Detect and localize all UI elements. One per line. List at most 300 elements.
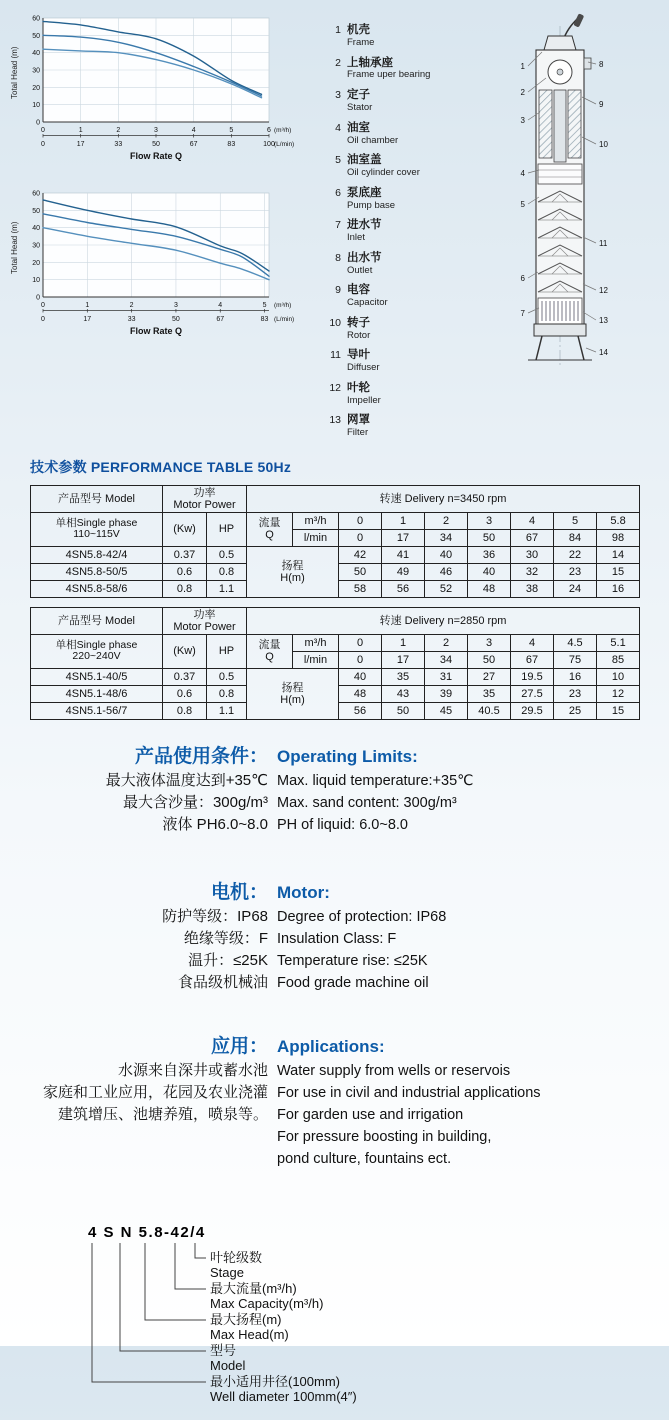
model-cell: 4SN5.8-58/6 [31,580,163,597]
section-line-cn: 最大含沙量：300g/m³ [122,793,268,811]
strainer [538,298,582,324]
flow-value: 5 [554,512,597,529]
part-name-cn: 油室盖 [347,154,382,167]
operating-cn-column [0,744,268,836]
head-value: 10 [597,668,640,685]
section-line-cn: 绝缘等级：F [183,929,268,947]
section-title-en: Applications: [277,1036,385,1056]
designation-label-en: Stage [210,1265,244,1281]
head-value: 43 [382,685,425,702]
part-name-en: Rotor [347,329,371,341]
phase-cn: 单相Single phase [55,638,138,651]
section-line-cn: 建筑增压、池塘养殖，喷泉等。 [57,1105,268,1123]
svg-text:60: 60 [32,15,40,23]
hp-header: HP [207,512,247,546]
head-value: 41 [382,546,425,563]
model-cell: 4SN5.8-42/4 [31,546,163,563]
y-axis-title: Total Head (m) [10,221,19,275]
svg-text:0: 0 [36,294,40,302]
part-name-en: Pump base [347,199,396,211]
list-item [326,150,462,179]
flow-value: 0 [339,634,382,651]
part-name-en: Inlet [347,232,365,244]
flow-value: 34 [425,529,468,546]
head-value: 38 [511,580,554,597]
col-header-power [163,485,247,512]
diagram-callout-number: 9 [599,100,604,109]
flow-cn: 流量 [258,517,281,530]
part-name-cn: 导叶 [347,349,370,362]
model-designation [0,1222,640,1420]
hp-header: HP [207,634,247,668]
list-item [326,378,462,407]
part-name-cn: 叶轮 [347,381,370,394]
head-value: 14 [597,546,640,563]
part-number: 2 [335,56,341,69]
col-header-speed: 转速 Delivery n=2850 rpm [247,607,640,634]
svg-text:10: 10 [32,277,40,285]
part-name-en: Oil cylinder cover [347,167,420,179]
svg-text:50: 50 [32,207,40,215]
motor-cn-column [0,880,268,994]
head-value: 58 [339,580,382,597]
head-value: 48 [468,580,511,597]
section-line-en: Temperature rise: ≤25K [277,952,428,969]
diagram-callout-number: 13 [599,316,608,325]
head-value: 42 [339,546,382,563]
flow-q: Q [265,651,274,664]
x-axis-title: Flow Rate Q [129,326,182,336]
part-number: 10 [329,316,341,329]
head-value: 39 [425,685,468,702]
list-item [326,313,462,342]
stator-left [539,90,552,158]
head-value: 16 [597,580,640,597]
motor-en-column [268,880,446,994]
flow-value: 3 [468,634,511,651]
svg-text:1: 1 [85,302,90,309]
operating-en-column [268,744,473,836]
head-value: 35 [468,685,511,702]
diagram-callout-number: 4 [520,169,525,178]
svg-text:17: 17 [76,141,85,148]
svg-text:83: 83 [260,316,269,323]
flow-cn: 流量 [258,639,281,652]
part-name-en: Oil chamber [347,134,399,146]
svg-text:(m³/h): (m³/h) [274,302,292,309]
section-line-en: Water supply from wells or reservois [277,1062,511,1079]
flow-value: 50 [468,651,511,668]
performance-table-3450rpm [30,485,640,598]
svg-text:0: 0 [41,141,45,148]
svg-text:4: 4 [191,127,196,134]
head-value: 45 [425,702,468,719]
applications-cn-column [0,1034,268,1126]
part-name-en: Capacitor [347,297,388,309]
diagram-callout-number: 11 [599,239,608,248]
flow-value: 50 [468,529,511,546]
performance-chart-3450rpm [10,12,326,161]
designation-label-cn: 最大扬程(m) [210,1311,282,1327]
col-header-power [163,607,247,634]
section-line-cn: 水源来自深井或蓄水池 [117,1061,268,1079]
kw-cell: 0.6 [163,685,207,702]
phase-cell [31,634,163,668]
head-value: 24 [554,580,597,597]
head-value: 16 [554,668,597,685]
part-number: 1 [335,24,341,36]
list-item [326,183,462,212]
head-label-cell [247,668,339,719]
diagram-callout-number: 14 [599,348,608,357]
part-number: 5 [335,154,341,167]
designation-label-cn: 叶轮级数 [210,1249,263,1265]
part-name-en: Frame uper bearing [347,69,431,81]
svg-text:0: 0 [41,127,45,134]
section-line-en: Degree of protection: IP68 [277,908,447,925]
kw-cell: 0.8 [163,702,207,719]
flow-value: 0 [339,512,382,529]
diagram-callout-number: 3 [520,116,525,125]
svg-text:0: 0 [36,119,40,127]
flow-value: 4 [511,634,554,651]
hp-cell: 1.1 [207,702,247,719]
head-value: 40 [339,668,382,685]
model-cell: 4SN5.1-40/5 [31,668,163,685]
performance-chart-2850rpm [10,187,326,336]
svg-text:1: 1 [78,127,83,134]
section-line-en: PH of liquid: 6.0~8.0 [277,816,408,833]
designation-label-cn: 型号 [210,1342,237,1358]
section-line-cn: 防护等级：IP68 [162,907,268,925]
part-name-cn: 电容 [347,284,370,297]
model-cell: 4SN5.1-48/6 [31,685,163,702]
svg-text:40: 40 [32,225,40,233]
svg-text:33: 33 [127,316,136,323]
diagram-callout-number: 2 [520,88,525,97]
diagram-callout-number: 1 [520,62,525,71]
svg-text:50: 50 [152,141,160,148]
head-value: 46 [425,563,468,580]
part-name-cn: 转子 [347,316,370,329]
part-name-cn: 机壳 [347,24,370,36]
diagram-column [462,12,662,443]
svg-text:20: 20 [32,84,40,92]
svg-text:3: 3 [173,302,178,309]
col-header-model: 产品型号 Model [31,485,163,512]
head-value: 27.5 [511,685,554,702]
pump-cross-section-diagram [462,12,662,374]
top-cap [544,36,576,50]
part-number: 6 [335,186,341,199]
phase-cn: 单相Single phase [55,516,138,529]
flow-value: 67 [511,529,554,546]
svg-text:2: 2 [129,302,134,309]
shaft-center [557,69,563,75]
hp-cell: 0.5 [207,546,247,563]
performance-curves-svg [23,187,319,325]
svg-text:50: 50 [172,316,180,323]
svg-text:30: 30 [32,242,40,250]
head-en: H(m) [280,571,305,584]
head-value: 49 [382,563,425,580]
part-name-cn: 泵底座 [347,186,382,199]
flow-label-cell [247,634,293,668]
svg-text:(L/min): (L/min) [274,316,295,323]
svg-text:100: 100 [263,141,275,148]
svg-text:30: 30 [32,67,40,75]
head-value: 30 [511,546,554,563]
head-value: 31 [425,668,468,685]
flow-value: 0 [339,651,382,668]
kw-header: (Kw) [163,512,207,546]
section-line-en: For pressure boosting in building, [277,1128,492,1145]
head-value: 56 [339,702,382,719]
part-number: 3 [335,89,341,102]
diagram-callout-number: 5 [520,200,525,209]
pump-base [534,324,586,336]
part-name-en: Impeller [347,394,381,406]
list-item [326,118,462,147]
part-number: 12 [329,381,341,394]
part-number: 13 [329,414,341,427]
section-line-cn: 食品级机械油 [177,973,268,991]
svg-text:33: 33 [114,141,123,148]
section-line-en: Insulation Class: F [277,930,397,947]
diagram-callout-number: 10 [599,140,608,149]
head-value: 29.5 [511,702,554,719]
phase-range: 220~240V [72,650,121,663]
model-code: 4 S N 5.8-42/4 [88,1223,206,1241]
oil-chamber [538,164,582,184]
parts-list [326,12,462,443]
list-item [326,280,462,309]
flow-value: 17 [382,529,425,546]
flow-label-cell [247,512,293,546]
designation-label-en: Well diameter 100mm(4″) [210,1389,357,1405]
head-label-cell [247,546,339,597]
model-cell: 4SN5.1-56/7 [31,702,163,719]
designation-label-en: Max Capacity(m³/h) [210,1296,324,1312]
flow-value: 2 [425,512,468,529]
svg-text:10: 10 [32,102,40,110]
part-number: 9 [335,284,341,297]
svg-text:20: 20 [32,259,40,267]
list-item [326,20,462,49]
flow-value: 5.8 [597,512,640,529]
col-header-speed: 转速 Delivery n=3450 rpm [247,485,640,512]
phase-cell [31,512,163,546]
section-title-cn: 电机： [210,881,268,903]
svg-text:(L/min): (L/min) [274,141,295,148]
y-axis-title: Total Head (m) [10,46,19,100]
head-value: 50 [382,702,425,719]
head-en: H(m) [280,693,305,706]
head-value: 12 [597,685,640,702]
power-label-cn: 功率 [193,486,216,499]
flow-value: 4 [511,512,554,529]
head-cn: 扬程 [281,681,304,694]
flow-value: 2 [425,634,468,651]
unit-lmin: l/min [293,651,339,668]
flow-value: 98 [597,529,640,546]
flow-value: 0 [339,529,382,546]
flow-value: 3 [468,512,511,529]
power-label-en: Motor Power [173,620,236,633]
head-value: 52 [425,580,468,597]
head-value: 15 [597,563,640,580]
rotor [554,90,566,162]
head-value: 40 [425,546,468,563]
head-value: 27 [468,668,511,685]
hp-cell: 0.8 [207,563,247,580]
power-label-en: Motor Power [173,498,236,511]
flow-value: 34 [425,651,468,668]
performance-curves-svg [23,12,319,150]
diagram-callout-number: 7 [520,309,525,318]
section-title-en: Motor: [277,882,330,902]
part-name-en: Filter [347,427,369,439]
designation-label-cn: 最小适用井径(100mm) [210,1373,341,1389]
svg-text:4: 4 [218,302,223,309]
kw-header: (Kw) [163,634,207,668]
section-line-cn: 最大液体温度达到+35℃ [105,771,268,789]
list-item [326,215,462,244]
head-value: 35 [382,668,425,685]
head-value: 32 [511,563,554,580]
model-cell: 4SN5.8-50/5 [31,563,163,580]
section-line-en: For garden use and irrigation [277,1106,464,1123]
unit-m3h: m³/h [293,512,339,529]
head-value: 50 [339,563,382,580]
svg-text:0: 0 [41,316,45,323]
svg-text:0: 0 [41,302,45,309]
part-name-cn: 出水节 [347,251,382,264]
stator-right [568,90,581,158]
unit-lmin: l/min [293,529,339,546]
part-name-en: Frame [347,36,375,48]
head-value: 23 [554,563,597,580]
head-value: 56 [382,580,425,597]
hp-cell: 1.1 [207,580,247,597]
head-value: 48 [339,685,382,702]
svg-text:67: 67 [216,316,225,323]
head-value: 23 [554,685,597,702]
section-line-en: For use in civil and industrial applications [277,1084,541,1101]
svg-text:67: 67 [189,141,198,148]
diagram-callout-number: 6 [520,274,525,283]
hp-cell: 0.5 [207,668,247,685]
head-value: 22 [554,546,597,563]
head-cn: 扬程 [281,559,304,572]
list-item [326,53,462,82]
head-value: 25 [554,702,597,719]
section-line-cn: 家庭和工业应用，花园及农业浇灌 [42,1083,268,1101]
head-value: 40 [468,563,511,580]
head-value: 19.5 [511,668,554,685]
section-line-en: Max. liquid temperature:+35℃ [277,772,474,789]
svg-text:60: 60 [32,190,40,198]
svg-text:3: 3 [154,127,158,134]
head-value: 36 [468,546,511,563]
designation-labels [210,1250,357,1405]
list-item [326,345,462,374]
kw-cell: 0.6 [163,563,207,580]
svg-text:50: 50 [32,32,40,40]
flow-value: 75 [554,651,597,668]
performance-table-2850rpm [30,607,640,720]
flow-q: Q [265,529,274,542]
part-number: 8 [335,251,341,264]
motor-section [0,880,669,994]
flow-value: 1 [382,512,425,529]
applications-en-column [268,1034,541,1170]
head-value: 15 [597,702,640,719]
svg-text:40: 40 [32,50,40,58]
flow-value: 4.5 [554,634,597,651]
charts-column [10,12,326,443]
chart-area [23,12,319,161]
part-name-en: Outlet [347,264,373,276]
unit-m3h: m³/h [293,634,339,651]
part-name-en: Diffuser [347,362,380,374]
outlet-port [584,58,591,69]
flow-value: 85 [597,651,640,668]
page-title: 技术参数 PERFORMANCE TABLE 50Hz [30,458,292,475]
part-name-cn: 进水节 [347,219,382,232]
x-axis-title: Flow Rate Q [129,151,182,161]
section-title-en: Operating Limits: [277,746,418,766]
svg-text:17: 17 [83,316,92,323]
kw-cell: 0.8 [163,580,207,597]
list-item [326,248,462,277]
section-line-en: Max. sand content: 300g/m³ [277,794,457,811]
top-section [0,0,669,443]
svg-text:5: 5 [229,127,234,134]
flow-value: 1 [382,634,425,651]
flow-value: 67 [511,651,554,668]
section-line-cn: 温升：≤25K [188,951,268,969]
col-header-model: 产品型号 Model [31,607,163,634]
applications-section [0,1034,669,1170]
flow-value: 84 [554,529,597,546]
diagram-callout-number: 8 [599,60,604,69]
section-title-cn: 应用： [210,1035,268,1057]
section-line-cn: 液体 PH6.0~8.0 [162,815,268,833]
kw-cell: 0.37 [163,546,207,563]
part-name-cn: 定子 [347,89,370,102]
svg-text:6: 6 [267,127,271,134]
part-name-en: Stator [347,101,373,113]
hp-cell: 0.8 [207,685,247,702]
designation-label-cn: 最大流量(m³/h) [210,1280,297,1296]
section-line-en: pond culture, fountains ect. [277,1150,452,1167]
part-name-cn: 上轴承座 [347,56,393,69]
svg-text:2: 2 [116,127,121,134]
power-label-cn: 功率 [193,608,216,621]
operating-limits-section [0,744,669,836]
svg-text:(m³/h): (m³/h) [274,127,292,134]
designation-label-en: Max Head(m) [210,1327,289,1343]
list-item [326,85,462,114]
section-title-cn: 产品使用条件： [134,745,268,767]
part-number: 11 [330,349,341,362]
svg-text:83: 83 [227,141,236,148]
chart-area [23,187,319,336]
list-item [326,410,462,439]
part-name-cn: 油室 [347,121,370,134]
svg-text:5: 5 [262,302,267,309]
